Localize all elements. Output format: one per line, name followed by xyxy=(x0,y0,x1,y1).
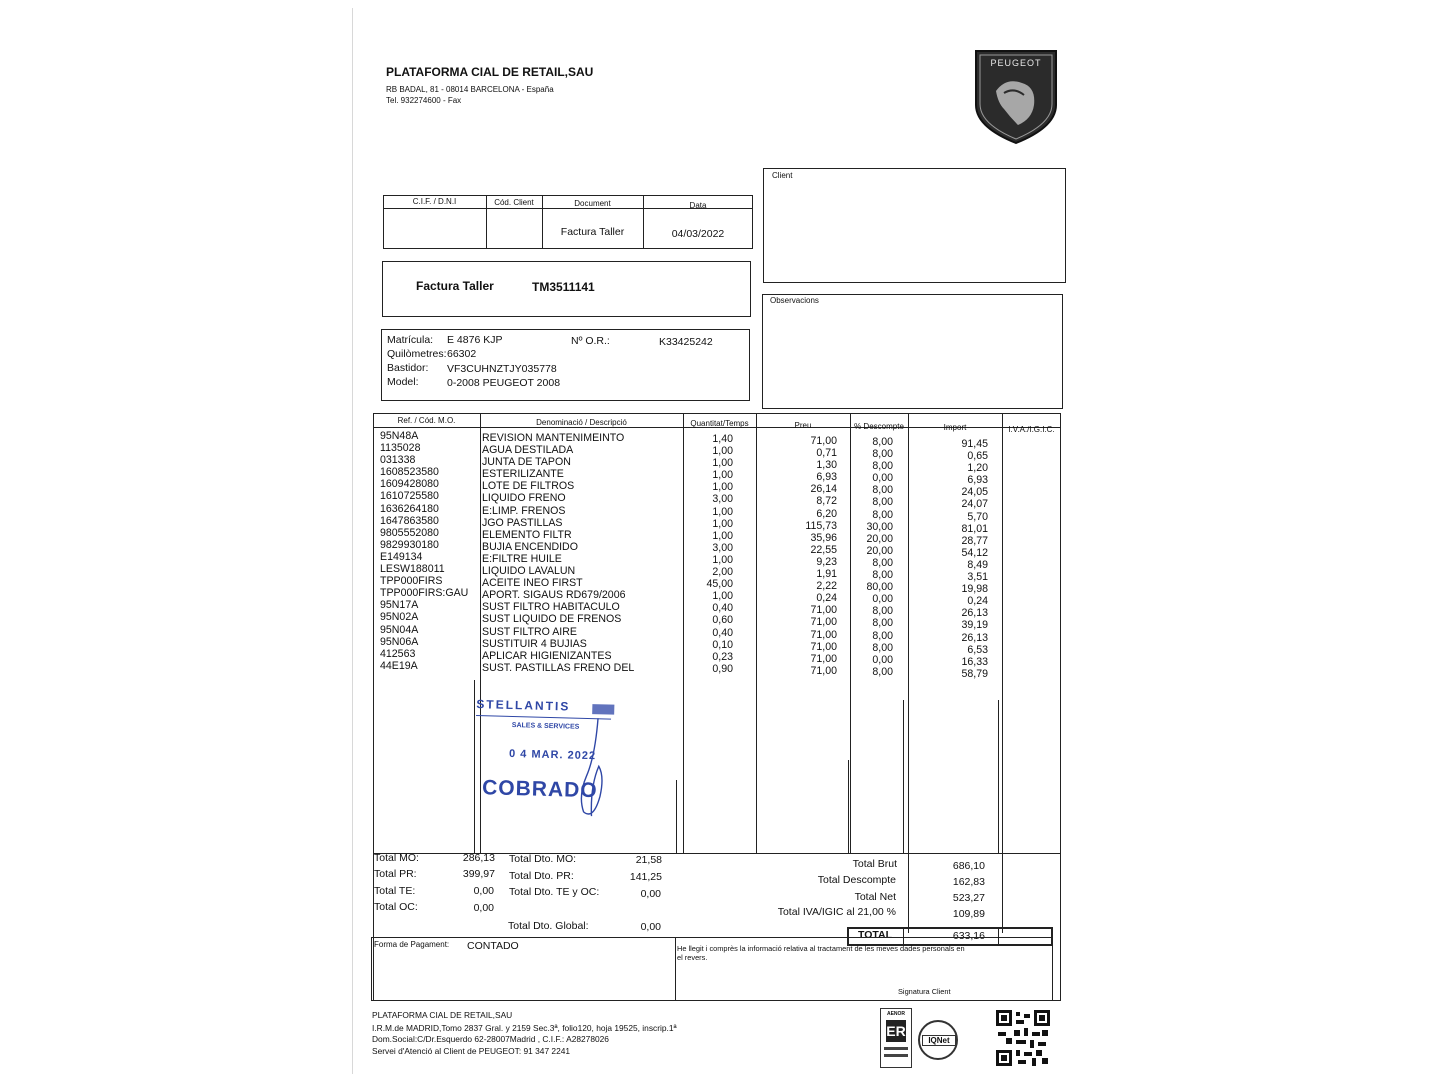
item-amount-cell: 1,20 xyxy=(967,462,988,475)
item-price-cell: 71,00 xyxy=(810,435,837,447)
item-qty-cell: 3,00 xyxy=(712,541,733,554)
ref-column xyxy=(380,430,468,672)
item-desc-cell: LIQUIDO FRENO xyxy=(482,492,566,505)
item-ref-cell: 95N02A xyxy=(380,611,419,624)
item-disc-cell: 0,00 xyxy=(872,472,893,485)
item-qty-cell: 0,60 xyxy=(712,614,733,627)
company-name: PLATAFORMA CIAL DE RETAIL,SAU xyxy=(386,65,594,79)
header-cif: C.I.F. / D.N.I xyxy=(412,197,457,206)
item-qty-cell: 2,00 xyxy=(712,566,733,579)
total-te-label: Total TE: xyxy=(374,885,416,897)
item-ref-cell: TPP000FIRS:GAU xyxy=(380,587,469,600)
observations-box xyxy=(762,294,1063,409)
item-disc-cell: 30,00 xyxy=(866,520,893,533)
item-desc-cell: APLICAR HIGIENIZANTES xyxy=(482,649,612,662)
item-disc-cell: 20,00 xyxy=(866,532,893,545)
payment-label: Forma de Pagament: xyxy=(374,940,450,949)
item-qty-cell: 1,00 xyxy=(712,529,733,542)
item-disc-cell: 8,00 xyxy=(872,641,893,654)
price-column xyxy=(770,435,837,677)
col-amount-header: Import xyxy=(943,423,967,432)
item-amount-cell: 16,33 xyxy=(961,655,988,668)
item-price-cell: 6,20 xyxy=(816,507,837,520)
item-desc-cell: SUST FILTRO AIRE xyxy=(482,625,577,638)
item-desc-cell: APORT. SIGAUS RD679/2006 xyxy=(482,589,626,602)
item-amount-cell: 28,77 xyxy=(961,534,988,547)
total-te-value: 0,00 xyxy=(473,885,494,897)
observations-label: Observacions xyxy=(770,296,819,305)
item-ref-cell: 1647863580 xyxy=(380,514,439,527)
item-disc-cell: 8,00 xyxy=(872,617,893,630)
item-price-cell: 71,00 xyxy=(810,628,837,641)
item-disc-cell: 8,00 xyxy=(872,460,893,473)
item-qty-cell: 1,00 xyxy=(712,469,733,482)
document-value: Factura Taller xyxy=(560,226,625,238)
item-qty-cell: 45,00 xyxy=(706,578,733,591)
amount-column xyxy=(920,438,988,680)
item-amount-cell: 6,53 xyxy=(967,643,988,656)
item-desc-cell: SUST LIQUIDO DE FRENOS xyxy=(482,613,622,626)
item-disc-cell: 8,00 xyxy=(872,556,893,569)
dto-mo-value: 21,58 xyxy=(635,854,662,866)
item-ref-cell: 1135028 xyxy=(380,442,421,455)
peugeot-logo xyxy=(970,47,1062,145)
or-label: Nº O.R.: xyxy=(571,335,610,347)
grand-total-value: 633,16 xyxy=(952,930,985,942)
item-disc-cell: 8,00 xyxy=(872,484,893,497)
total-mo-value: 286,13 xyxy=(462,852,495,864)
date-value: 04/03/2022 xyxy=(671,228,725,240)
stamp-subtitle: SALES & SERVICES xyxy=(511,721,580,731)
item-amount-cell: 5,70 xyxy=(967,510,988,523)
item-desc-cell: ELEMENTO FILTR xyxy=(482,528,572,541)
item-qty-cell: 1,40 xyxy=(712,433,733,445)
item-ref-cell: 1608523580 xyxy=(380,466,439,479)
item-price-cell: 71,00 xyxy=(810,664,837,677)
item-amount-cell: 0,65 xyxy=(967,450,988,463)
dto-teoc-value: 0,00 xyxy=(640,888,661,900)
aenor-text: AENOR xyxy=(886,1011,906,1017)
item-amount-cell: 8,49 xyxy=(967,558,988,571)
dto-global-value: 0,00 xyxy=(640,921,661,933)
signature-mark xyxy=(573,716,616,822)
or-value: K33425242 xyxy=(659,336,713,348)
item-qty-cell: 0,40 xyxy=(712,626,733,639)
item-amount-cell: 24,05 xyxy=(961,486,988,499)
item-price-cell: 71,00 xyxy=(810,616,837,629)
item-amount-cell: 39,19 xyxy=(961,619,988,632)
iqnet-logo xyxy=(918,1020,958,1060)
chassis-value: VF3CUHNZTJY035778 xyxy=(447,363,557,375)
item-ref-cell: 1610725580 xyxy=(380,490,439,503)
item-desc-cell: REVISION MANTENIMEINTO xyxy=(482,432,625,444)
plate-label: Matrícula: xyxy=(387,334,434,346)
iqnet-text: IQNet xyxy=(922,1035,956,1046)
model-label: Model: xyxy=(387,376,419,388)
item-price-cell: 22,55 xyxy=(810,543,837,556)
col-disc-header: % Descompte xyxy=(854,422,904,431)
client-box xyxy=(763,168,1066,283)
item-price-cell: 1,30 xyxy=(816,459,837,472)
signature-label: Signatura Client xyxy=(898,987,951,996)
dto-global-label: Total Dto. Global: xyxy=(508,920,589,932)
item-disc-cell: 8,00 xyxy=(872,436,893,448)
item-price-cell: 115,73 xyxy=(805,519,837,532)
qty-column xyxy=(688,433,733,675)
item-price-cell: 9,23 xyxy=(816,555,837,568)
item-price-cell: 35,96 xyxy=(810,531,837,544)
grand-total-label: TOTAL xyxy=(857,929,893,941)
footer-line4: Servei d'Atenció al Client de PEUGEOT: 91 347 2241 xyxy=(372,1046,571,1056)
item-ref-cell: 44E19A xyxy=(380,659,418,672)
plate-value: E 4876 KJP xyxy=(447,334,503,346)
item-amount-cell: 26,13 xyxy=(961,607,988,620)
payment-stamp xyxy=(473,693,626,822)
total-iva-label: Total IVA/IGIC al 21,00 % xyxy=(777,906,896,918)
item-amount-cell: 26,13 xyxy=(961,631,988,644)
total-descompte-label: Total Descompte xyxy=(817,874,896,886)
item-desc-cell: E:FILTRE HUILE xyxy=(482,552,562,565)
item-price-cell: 71,00 xyxy=(810,652,837,665)
item-amount-cell: 19,98 xyxy=(961,583,988,596)
item-amount-cell: 3,51 xyxy=(967,571,988,584)
item-qty-cell: 1,00 xyxy=(712,445,733,458)
model-value: 0-2008 PEUGEOT 2008 xyxy=(447,377,561,389)
item-amount-cell: 58,79 xyxy=(961,667,988,680)
footer-line1: PLATAFORMA CIAL DE RETAIL,SAU xyxy=(372,1010,513,1020)
item-desc-cell: E:LIMP. FRENOS xyxy=(482,504,566,517)
col-ref-header: Ref. / Cód. M.O. xyxy=(397,416,456,425)
item-qty-cell: 1,00 xyxy=(712,481,733,494)
col-desc-header: Denominació / Descripció xyxy=(536,418,627,427)
item-price-cell: 0,71 xyxy=(816,447,837,460)
item-desc-cell: SUST FILTRO HABITACULO xyxy=(482,601,620,614)
item-desc-cell: LIQUIDO LAVALUN xyxy=(482,565,576,578)
invoice-number: TM3511141 xyxy=(532,280,595,294)
item-price-cell: 2,22 xyxy=(816,580,837,593)
item-desc-cell: ACEITE INEO FIRST xyxy=(482,577,583,590)
item-price-cell: 6,93 xyxy=(816,471,837,484)
item-amount-cell: 24,07 xyxy=(961,498,988,511)
aenor-logo xyxy=(880,1008,912,1068)
col-vat-header: I.V.A./I.G.I.C. xyxy=(1008,425,1055,434)
total-mo-label: Total MO: xyxy=(374,852,419,864)
item-disc-cell: 8,00 xyxy=(872,569,893,582)
item-desc-cell: AGUA DESTILADA xyxy=(482,444,574,457)
item-amount-cell: 54,12 xyxy=(961,546,988,559)
qr-code xyxy=(996,1010,1050,1066)
km-value: 66302 xyxy=(447,348,477,360)
item-ref-cell: E149134 xyxy=(380,550,423,563)
item-disc-cell: 8,00 xyxy=(872,496,893,509)
client-label: Client xyxy=(772,171,793,180)
col-price-header: Preu xyxy=(794,421,812,430)
invoice-title: Factura Taller xyxy=(416,279,494,293)
item-qty-cell: 1,00 xyxy=(712,457,733,470)
item-qty-cell: 0,10 xyxy=(712,638,733,651)
total-oc-label: Total OC: xyxy=(374,901,418,913)
total-iva-value: 109,89 xyxy=(952,908,985,920)
item-ref-cell: 95N04A xyxy=(380,623,419,636)
item-ref-cell: 95N17A xyxy=(380,599,419,612)
item-ref-cell: 1636264180 xyxy=(380,502,439,515)
item-desc-cell: BUJIA ENCENDIDO xyxy=(482,540,578,553)
item-disc-cell: 8,00 xyxy=(872,448,893,461)
item-price-cell: 71,00 xyxy=(810,604,837,617)
disc-column xyxy=(850,436,893,678)
privacy-text-line2: el revers. xyxy=(677,953,708,962)
item-disc-cell: 0,00 xyxy=(872,593,893,606)
header-document: Document xyxy=(574,199,611,208)
dto-pr-value: 141,25 xyxy=(629,871,662,883)
peugeot-logo-text: PEUGEOT xyxy=(990,58,1042,68)
item-amount-cell: 91,45 xyxy=(961,438,988,450)
item-amount-cell: 6,93 xyxy=(967,474,988,487)
item-price-cell: 8,72 xyxy=(816,495,837,508)
item-qty-cell: 3,00 xyxy=(712,493,733,506)
total-pr-label: Total PR: xyxy=(374,868,417,880)
footer-line3: Dom.Social:C/Dr.Esquerdo 62-28007Madrid , C.I.F.: A28278026 xyxy=(372,1034,609,1044)
total-brut-label: Total Brut xyxy=(852,858,897,870)
item-disc-cell: 20,00 xyxy=(866,544,893,557)
item-ref-cell: 1609428080 xyxy=(380,478,439,491)
total-descompte-value: 162,83 xyxy=(952,876,985,888)
item-qty-cell: 1,00 xyxy=(712,590,733,603)
stamp-brand: STELLANTIS xyxy=(476,697,571,714)
item-desc-cell: JGO PASTILLAS xyxy=(482,516,563,529)
item-qty-cell: 1,00 xyxy=(712,553,733,566)
item-ref-cell: 95N06A xyxy=(380,635,419,648)
payment-value: CONTADO xyxy=(467,940,519,952)
item-disc-cell: 80,00 xyxy=(866,581,893,594)
chassis-label: Bastidor: xyxy=(387,362,429,374)
item-price-cell: 71,00 xyxy=(810,640,837,653)
footer-line2: I.R.M.de MADRID,Tomo 2837 Gral. y 2159 Sec.3ª, folio120, hoja 19525, inscrip.1ª xyxy=(372,1023,677,1033)
item-qty-cell: 0,40 xyxy=(712,602,733,615)
total-oc-value: 0,00 xyxy=(473,902,494,914)
item-desc-cell: JUNTA DE TAPON xyxy=(482,456,571,469)
item-qty-cell: 0,23 xyxy=(712,650,733,663)
col-qty-header: Quantitat/Temps xyxy=(690,419,749,428)
item-qty-cell: 1,00 xyxy=(712,517,733,530)
total-brut-value: 686,10 xyxy=(952,860,985,872)
item-ref-cell: 412563 xyxy=(380,647,416,660)
item-desc-cell: SUSTITUIR 4 BUJIAS xyxy=(482,637,587,650)
desc-column xyxy=(482,432,634,674)
item-amount-cell: 0,24 xyxy=(967,595,988,608)
km-label: Quilòmetres: xyxy=(387,348,447,360)
item-qty-cell: 1,00 xyxy=(712,505,733,518)
dto-mo-label: Total Dto. MO: xyxy=(509,853,577,865)
item-price-cell: 0,24 xyxy=(816,592,837,605)
item-desc-cell: ESTERILIZANTE xyxy=(482,468,564,481)
header-date: Data xyxy=(689,201,707,210)
company-phone: Tel. 932274600 - Fax xyxy=(386,96,462,105)
total-net-label: Total Net xyxy=(854,891,896,903)
item-price-cell: 1,91 xyxy=(816,568,837,581)
stamp-status: COBRADO xyxy=(481,776,598,803)
item-disc-cell: 8,00 xyxy=(872,665,893,678)
item-ref-cell: TPP000FIRS xyxy=(380,575,443,588)
item-ref-cell: 9829930180 xyxy=(380,538,439,551)
dto-teoc-label: Total Dto. TE y OC: xyxy=(509,886,600,898)
item-disc-cell: 8,00 xyxy=(872,508,893,521)
stamp-date: 0 4 MAR. 2022 xyxy=(508,747,597,763)
dto-pr-label: Total Dto. PR: xyxy=(509,870,574,882)
total-net-value: 523,27 xyxy=(952,892,985,904)
item-disc-cell: 0,00 xyxy=(872,653,893,666)
item-ref-cell: LESW188011 xyxy=(380,563,445,576)
item-disc-cell: 8,00 xyxy=(872,629,893,642)
item-ref-cell: 9805552080 xyxy=(380,526,439,539)
privacy-text-line1: He llegit i comprès la informació relativa al tractament de les meves dades personals en xyxy=(677,944,965,953)
item-desc-cell: SUST. PASTILLAS FRENO DEL xyxy=(482,661,635,674)
item-ref-cell: 95N48A xyxy=(380,430,419,442)
header-client-code: Cód. Client xyxy=(494,198,534,207)
company-address: RB BADAL, 81 - 08014 BARCELONA - España xyxy=(386,85,554,94)
item-price-cell: 26,14 xyxy=(810,483,837,496)
total-pr-value: 399,97 xyxy=(462,868,495,880)
item-desc-cell: LOTE DE FILTROS xyxy=(482,480,575,493)
item-amount-cell: 81,01 xyxy=(961,522,988,535)
item-qty-cell: 0,90 xyxy=(712,662,733,675)
er-mark: ER xyxy=(886,1020,906,1042)
item-ref-cell: 031338 xyxy=(380,454,416,467)
item-disc-cell: 8,00 xyxy=(872,605,893,618)
